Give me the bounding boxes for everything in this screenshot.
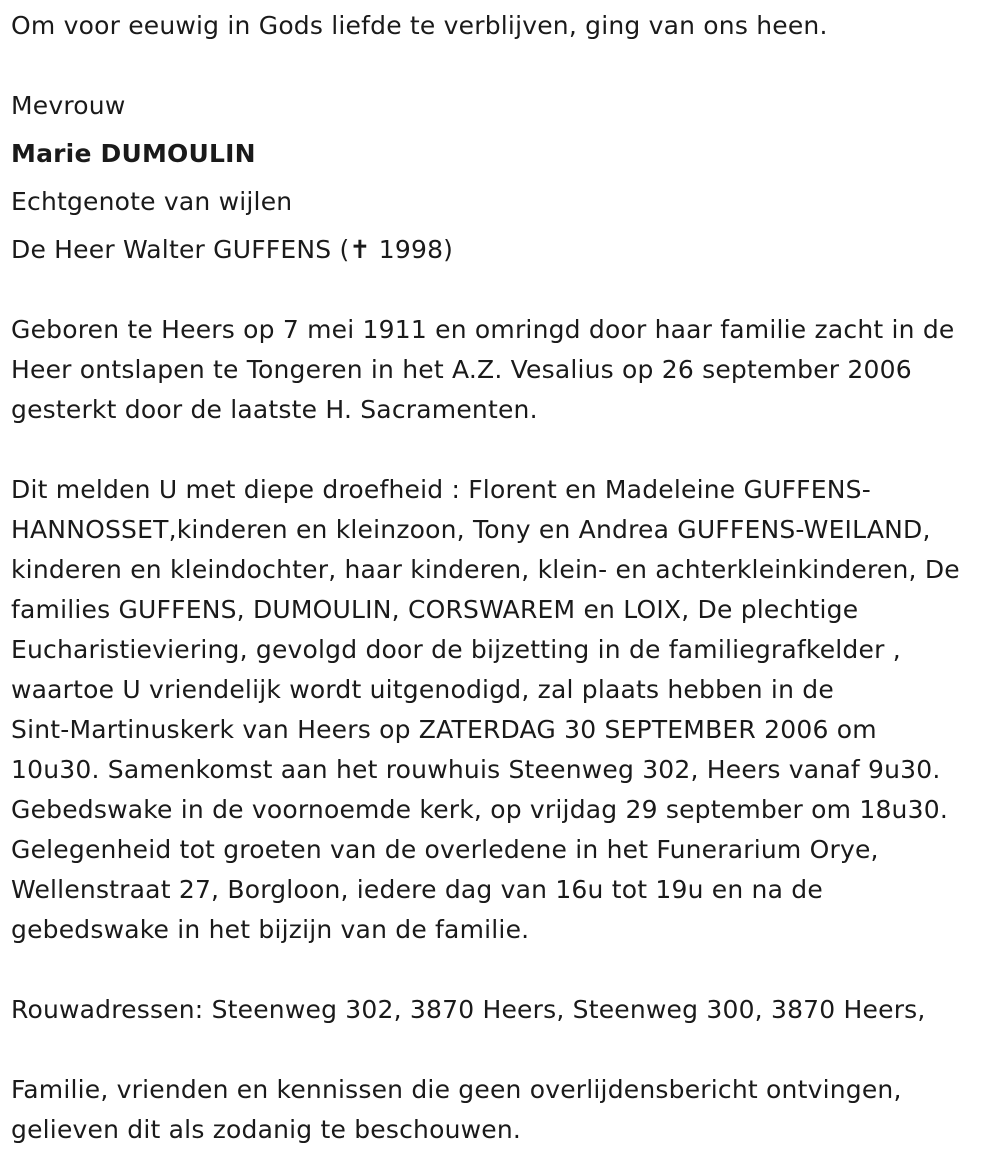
paragraph-line: Wellenstraat 27, Borgloon, iedere dag van 16u tot 19u en na de	[11, 875, 823, 904]
paragraph-line: gebedswake in het bijzijn van de familie.	[11, 915, 530, 944]
spouse-line: De Heer Walter GUFFENS (✝ 1998)	[11, 235, 454, 264]
birth-paragraph	[11, 310, 995, 430]
addresses-line: Rouwadressen: Steenweg 302, 3870 Heers, Steenweg 300, 3870 Heers,	[11, 995, 926, 1024]
intro-line: Om voor eeuwig in Gods liefde te verblijven, ging van ons heen.	[11, 11, 828, 40]
paragraph-line: Gebedswake in de voornoemde kerk, op vrijdag 29 september om 18u30.	[11, 795, 948, 824]
salutation: Mevrouw	[11, 91, 126, 120]
closing-paragraph	[11, 1070, 995, 1150]
paragraph-line: Familie, vrienden en kennissen die geen overlijdensbericht ontvingen,	[11, 1075, 902, 1104]
paragraph-line: Heer ontslapen te Tongeren in het A.Z. Vesalius op 26 september 2006	[11, 355, 912, 384]
paragraph-line: gelieven dit als zodanig te beschouwen.	[11, 1115, 522, 1144]
paragraph-line: Geboren te Heers op 7 mei 1911 en omringd door haar familie zacht in de	[11, 315, 955, 344]
paragraph-line: waartoe U vriendelijk wordt uitgenodigd, zal plaats hebben in de	[11, 675, 834, 704]
relation-line: Echtgenote van wijlen	[11, 187, 293, 216]
paragraph-line: Dit melden U met diepe droefheid : Florent en Madeleine GUFFENS-	[11, 475, 871, 504]
paragraph-line: Sint-Martinuskerk van Heers op ZATERDAG 30 SEPTEMBER 2006 om	[11, 715, 877, 744]
paragraph-line: Eucharistieviering, gevolgd door de bijzetting in de familiegrafkelder ,	[11, 635, 901, 664]
deceased-name: Marie DUMOULIN	[11, 139, 256, 168]
paragraph-line: Gelegenheid tot groeten van de overledene in het Funerarium Orye,	[11, 835, 879, 864]
announcement-paragraph	[11, 470, 995, 950]
paragraph-line: families GUFFENS, DUMOULIN, CORSWAREM en LOIX, De plechtige	[11, 595, 859, 624]
paragraph-line: 10u30. Samenkomst aan het rouwhuis Steenweg 302, Heers vanaf 9u30.	[11, 755, 941, 784]
paragraph-line: gesterkt door de laatste H. Sacramenten.	[11, 395, 538, 424]
paragraph-line: HANNOSSET,kinderen en kleinzoon, Tony en Andrea GUFFENS-WEILAND,	[11, 515, 931, 544]
paragraph-line: kinderen en kleindochter, haar kinderen, klein- en achterkleinkinderen, De	[11, 555, 960, 584]
